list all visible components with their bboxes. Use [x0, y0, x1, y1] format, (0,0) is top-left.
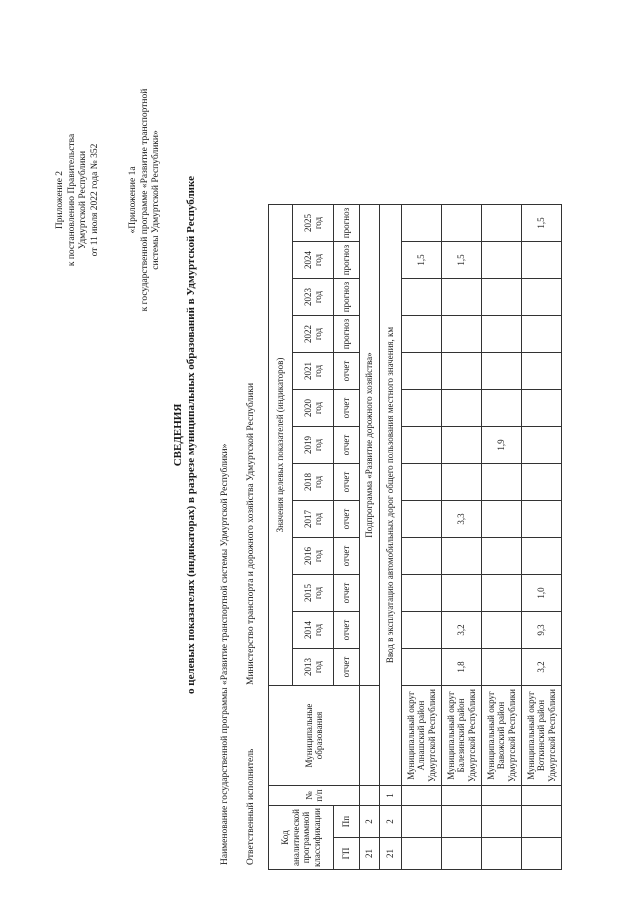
- value-cell: [482, 612, 522, 649]
- muni-line: Удмуртской Республики: [426, 689, 437, 782]
- value-cell: [522, 316, 562, 353]
- empty-cell: [442, 786, 482, 806]
- value-cell: 1,9: [482, 427, 522, 464]
- num-header: № п/п: [269, 786, 360, 806]
- value-cell: [442, 575, 482, 612]
- status-header: отчет: [334, 464, 360, 501]
- indicator-row: [380, 205, 402, 870]
- section-row: [360, 205, 380, 870]
- value-cell: 3,3: [442, 501, 482, 538]
- status-header: прогноз: [334, 205, 360, 242]
- value-cell: 3,2: [522, 649, 562, 686]
- muni-header: Муниципальные образования: [269, 686, 360, 786]
- status-header: отчет: [334, 427, 360, 464]
- appendix-line: от 11 июля 2022 года № 352: [89, 143, 100, 257]
- muni-line: Алнашский район: [416, 700, 427, 771]
- indicator-num: 1: [380, 786, 402, 806]
- year-header: 2017 год: [293, 501, 334, 538]
- empty-cell: [442, 838, 482, 870]
- value-cell: [402, 612, 442, 649]
- value-cell: [522, 538, 562, 575]
- indicator-title: Ввод в эксплуатацию автомобильных дорог общего пользования местного значения, км: [380, 205, 402, 786]
- table-row: [522, 205, 562, 870]
- table-row: [402, 205, 442, 870]
- status-header: отчет: [334, 538, 360, 575]
- year-header: 2018 год: [293, 464, 334, 501]
- value-cell: 1,5: [402, 242, 442, 279]
- empty-cell: [522, 786, 562, 806]
- status-header: прогноз: [334, 279, 360, 316]
- value-cell: [402, 464, 442, 501]
- empty-cell: [482, 786, 522, 806]
- value-cell: [442, 464, 482, 501]
- value-cell: 3,2: [442, 612, 482, 649]
- value-cell: [402, 501, 442, 538]
- muni-line: Удмуртской Республики: [546, 689, 557, 782]
- empty-cell: [482, 806, 522, 838]
- empty-cell: [522, 806, 562, 838]
- value-cell: [522, 464, 562, 501]
- empty-cell: [442, 806, 482, 838]
- empty-cell: [360, 786, 380, 806]
- value-cell: [402, 353, 442, 390]
- appendix-line: системы Удмуртской Республики»: [151, 130, 161, 270]
- empty-cell: [522, 838, 562, 870]
- indicators-table: [268, 204, 562, 870]
- year-header: 2015 год: [293, 575, 334, 612]
- value-cell: [442, 538, 482, 575]
- section-title: Подпрограмма «Развитие дорожного хозяйства»: [360, 205, 380, 686]
- value-cell: [522, 353, 562, 390]
- value-cell: [402, 427, 442, 464]
- value-cell: [482, 538, 522, 575]
- value-cell: [402, 316, 442, 353]
- year-header: 2023 год: [293, 279, 334, 316]
- muni-line: Удмуртской Республики: [506, 689, 517, 782]
- value-cell: [482, 353, 522, 390]
- table-row: [482, 205, 522, 870]
- muni-line: Воткинский район: [536, 699, 547, 772]
- value-cell: [522, 427, 562, 464]
- section-gp: 21: [360, 838, 380, 870]
- status-header: отчет: [334, 390, 360, 427]
- document-title: [172, 145, 198, 725]
- year-header: 2025 год: [293, 205, 334, 242]
- status-header: отчет: [334, 612, 360, 649]
- value-cell: [522, 279, 562, 316]
- municipality-cell: [522, 686, 562, 786]
- value-cell: [482, 390, 522, 427]
- section-pp: 2: [360, 806, 380, 838]
- title-line: СВЕДЕНИЯ: [172, 403, 184, 467]
- status-header: отчет: [334, 353, 360, 390]
- municipality-cell: [442, 686, 482, 786]
- value-cell: [482, 316, 522, 353]
- year-header: 2022 год: [293, 316, 334, 353]
- indicator-gp: 21: [380, 838, 402, 870]
- value-cell: [442, 390, 482, 427]
- muni-line: Муниципальный округ: [525, 691, 536, 780]
- empty-cell: [482, 838, 522, 870]
- value-cell: [522, 501, 562, 538]
- appendix-note-second: [128, 65, 163, 335]
- muni-line: Удмуртской Республики: [466, 689, 477, 782]
- status-header: прогноз: [334, 316, 360, 353]
- appendix-line: Удмуртской Республики: [78, 150, 88, 250]
- status-header: отчет: [334, 649, 360, 686]
- muni-line: Муниципальный округ: [445, 691, 456, 780]
- value-cell: [522, 242, 562, 279]
- value-cell: 1,8: [442, 649, 482, 686]
- appendix-note-top: [55, 75, 101, 325]
- value-cell: [402, 279, 442, 316]
- program-value: «Развитие транспортной системы Удмуртской Республики»: [220, 443, 230, 685]
- muni-line: Муниципальный округ: [485, 691, 496, 780]
- table-row: [442, 205, 482, 870]
- appendix-line: к государственной программе «Развитие транспортной: [139, 88, 150, 312]
- year-header: 2019 год: [293, 427, 334, 464]
- year-header: 2020 год: [293, 390, 334, 427]
- value-cell: 1,5: [522, 205, 562, 242]
- value-cell: [442, 205, 482, 242]
- empty-cell: [402, 806, 442, 838]
- value-cell: [442, 279, 482, 316]
- status-header: прогноз: [334, 242, 360, 279]
- year-header: 2016 год: [293, 538, 334, 575]
- executor-value: Министерство транспорта и дорожного хозяйства Удмуртской Республики: [246, 382, 256, 685]
- value-cell: [402, 390, 442, 427]
- status-header: отчет: [334, 575, 360, 612]
- year-header: 2024 год: [293, 242, 334, 279]
- empty-cell: [402, 786, 442, 806]
- value-cell: [482, 649, 522, 686]
- code-header: Код аналитической программной классификации: [269, 806, 334, 870]
- appendix-line: «Приложение 1а: [128, 166, 138, 234]
- value-cell: 9,3: [522, 612, 562, 649]
- value-cell: [442, 316, 482, 353]
- value-cell: [402, 205, 442, 242]
- muni-line: Балезинский район: [456, 698, 467, 773]
- program-label: Наименование государственной программы: [220, 687, 230, 865]
- executor-label: Ответственный исполнитель: [246, 748, 256, 865]
- value-cell: [482, 279, 522, 316]
- value-cell: 1,5: [442, 242, 482, 279]
- municipality-cell: [402, 686, 442, 786]
- muni-line: Муниципальный округ: [405, 691, 416, 780]
- status-header: отчет: [334, 501, 360, 538]
- pp-header: Пп: [334, 806, 360, 838]
- muni-line: Вавожский район: [496, 701, 507, 770]
- appendix-line: к постановлению Правительства: [66, 133, 77, 267]
- value-cell: [482, 501, 522, 538]
- value-cell: [522, 390, 562, 427]
- values-header: Значения целевых показателей (индикаторов): [269, 205, 293, 686]
- value-cell: 1,0: [522, 575, 562, 612]
- value-cell: [402, 649, 442, 686]
- empty-cell: [360, 686, 380, 786]
- year-header: 2013 год: [293, 649, 334, 686]
- value-cell: [482, 242, 522, 279]
- value-cell: [482, 464, 522, 501]
- value-cell: [402, 575, 442, 612]
- indicator-pp: 2: [380, 806, 402, 838]
- value-cell: [482, 575, 522, 612]
- header-row-1: [269, 205, 293, 870]
- value-cell: [482, 205, 522, 242]
- value-cell: [442, 427, 482, 464]
- municipality-cell: [482, 686, 522, 786]
- gp-header: ГП: [334, 838, 360, 870]
- year-header: 2021 год: [293, 353, 334, 390]
- year-header: 2014 год: [293, 612, 334, 649]
- value-cell: [402, 538, 442, 575]
- empty-cell: [402, 838, 442, 870]
- value-cell: [442, 353, 482, 390]
- appendix-line: Приложение 2: [55, 170, 65, 230]
- title-line: о целевых показателях (индикаторах) в разрезе муниципальных образований в Удмуртской Республике: [185, 176, 197, 694]
